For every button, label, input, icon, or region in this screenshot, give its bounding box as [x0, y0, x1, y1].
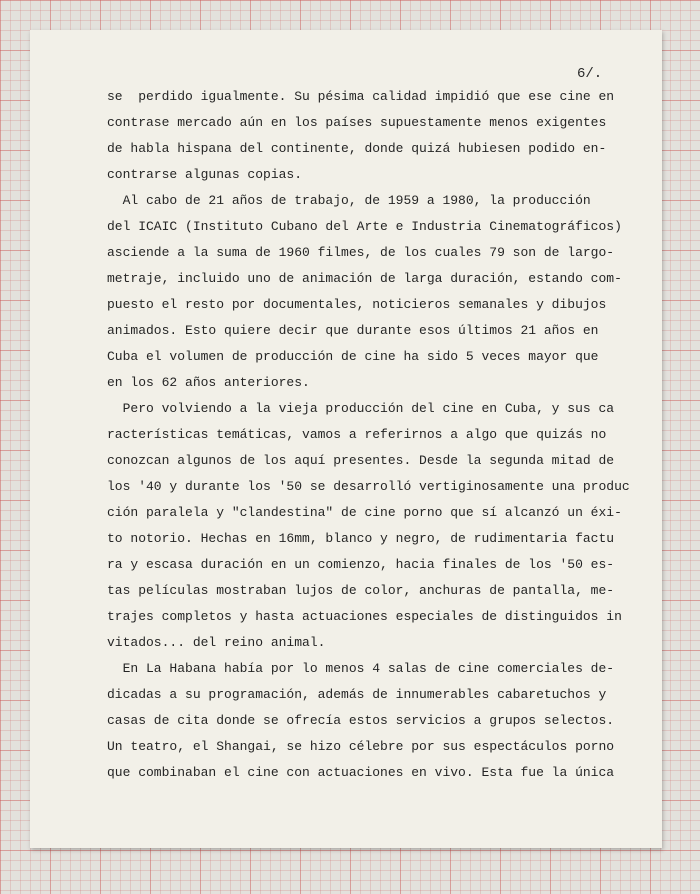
text-line: del ICAIC (Instituto Cubano del Arte e Industria Cinematográficos) [107, 219, 622, 234]
text-line: Al cabo de 21 años de trabajo, de 1959 a 1980, la producción [107, 193, 591, 208]
text-line: En La Habana había por lo menos 4 salas de cine comerciales de- [107, 661, 615, 676]
text-line: animados. Esto quiere decir que durante esos últimos 21 años en [107, 323, 599, 338]
paragraph [107, 84, 617, 188]
text-line: Cuba el volumen de producción de cine ha sido 5 veces mayor que [107, 349, 599, 364]
page-number: 6/. [577, 66, 603, 82]
text-line: contrarse algunas copias. [107, 167, 303, 182]
text-line: en los 62 años anteriores. [107, 375, 310, 390]
text-line: to notorio. Hechas en 16mm, blanco y negro, de rudimentaria factu [107, 531, 615, 546]
text-line: se perdido igualmente. Su pésima calidad impidió que ese cine en [107, 89, 615, 104]
text-line: puesto el resto por documentales, noticieros semanales y dibujos [107, 297, 607, 312]
paragraph [107, 188, 622, 396]
text-line: metraje, incluido uno de animación de larga duración, estando com- [107, 271, 622, 286]
text-line: de habla hispana del continente, donde quizá hubiesen podido en- [107, 141, 607, 156]
text-line: racterísticas temáticas, vamos a referirnos a algo que quizás no [107, 427, 607, 442]
text-line: ra y escasa duración en un comienzo, hacia finales de los '50 es- [107, 557, 615, 572]
text-line: conozcan algunos de los aquí presentes. Desde la segunda mitad de [107, 453, 615, 468]
text-line: Un teatro, el Shangai, se hizo célebre por sus espectáculos porno [107, 739, 615, 754]
text-line: ción paralela y "clandestina" de cine porno que sí alcanzó un éxi- [107, 505, 622, 520]
text-line: trajes completos y hasta actuaciones especiales de distinguidos in [107, 609, 622, 624]
text-line: vitados... del reino animal. [107, 635, 326, 650]
text-line: asciende a la suma de 1960 filmes, de los cuales 79 son de largo- [107, 245, 615, 260]
paragraph [107, 656, 617, 786]
text-line: que combinaban el cine con actuaciones en vivo. Esta fue la única [107, 765, 615, 780]
text-line: Pero volviendo a la vieja producción del cine en Cuba, y sus ca [107, 401, 615, 416]
text-line: contrase mercado aún en los países supuestamente menos exigentes [107, 115, 607, 130]
paragraph [107, 396, 630, 656]
text-line: casas de cita donde se ofrecía estos servicios a grupos selectos. [107, 713, 615, 728]
document-text [107, 84, 630, 786]
text-line: tas películas mostraban lujos de color, anchuras de pantalla, me- [107, 583, 615, 598]
text-line: los '40 y durante los '50 se desarrolló vertiginosamente una produc [107, 479, 630, 494]
text-line: dicadas a su programación, además de innumerables cabaretuchos y [107, 687, 607, 702]
